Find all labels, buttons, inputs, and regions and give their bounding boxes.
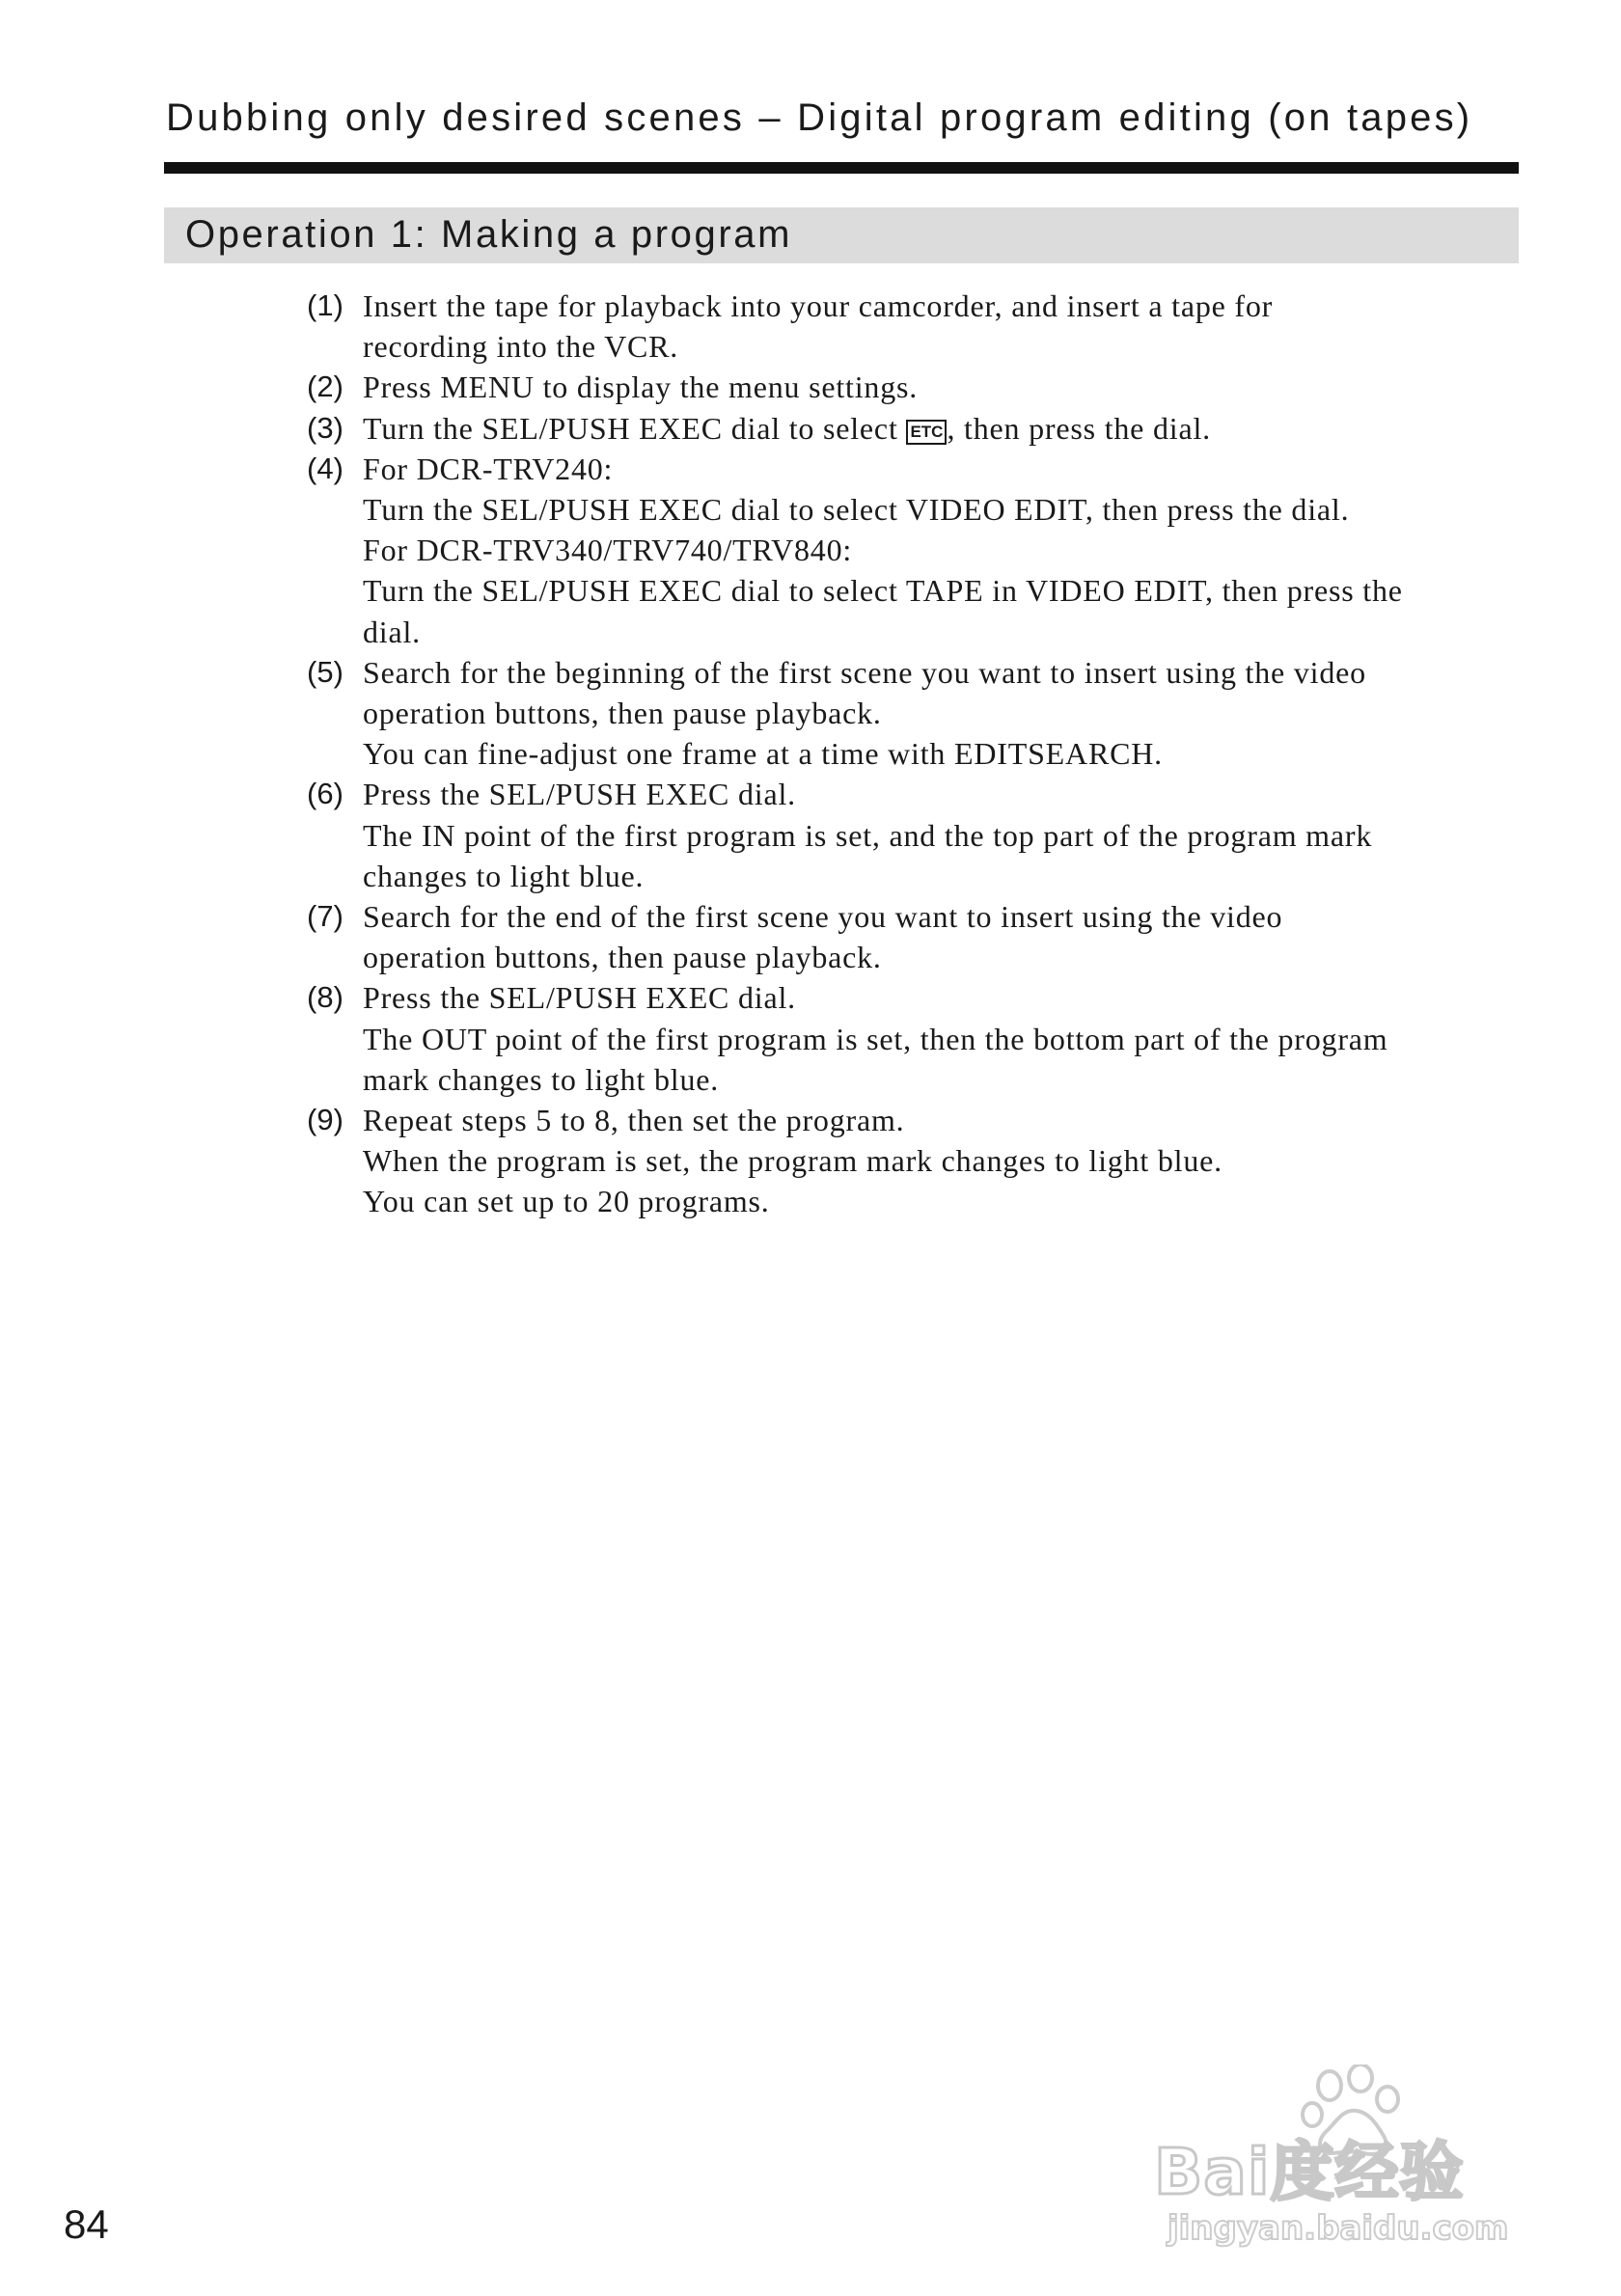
step-8 xyxy=(307,977,1523,1100)
section-heading-bar xyxy=(164,207,1519,263)
watermark-brand: Bai度经验 xyxy=(1154,2135,1465,2209)
step-text-line: When the program is set, the program mark changes to light blue. xyxy=(363,1143,1223,1179)
step-text-after-icon: , then press the dial. xyxy=(947,410,1211,446)
step-1 xyxy=(307,286,1523,367)
step-text-line: Search for the beginning of the first scene you want to insert using the video xyxy=(363,654,1366,690)
step-2 xyxy=(307,367,1523,407)
step-text-line: Repeat steps 5 to 8, then set the program. xyxy=(363,1103,905,1138)
step-number: (6) xyxy=(307,777,343,811)
step-text-line: The OUT point of the first program is set, then the bottom part of the program xyxy=(363,1021,1388,1056)
step-text-line: You can set up to 20 programs. xyxy=(363,1184,770,1219)
step-text-line: Turn the SEL/PUSH EXEC dial to select TAPE in VIDEO EDIT, then press the xyxy=(363,573,1403,609)
step-text-line: The IN point of the first program is set, and the top part of the program mark xyxy=(363,817,1373,853)
step-text-line: Turn the SEL/PUSH EXEC dial to select VIDEO EDIT, then press the dial. xyxy=(363,492,1350,528)
step-3 xyxy=(307,408,1523,449)
step-text-line xyxy=(363,408,1523,449)
step-number: (3) xyxy=(307,410,343,445)
step-text-line: Press MENU to display the menu settings. xyxy=(363,369,919,405)
step-text-line: For DCR-TRV240: xyxy=(363,451,614,486)
step-text-line: changes to light blue. xyxy=(363,858,645,893)
header-rule xyxy=(164,162,1519,174)
step-text-before-icon: Turn the SEL/PUSH EXEC dial to select xyxy=(363,410,907,446)
step-text-line: operation buttons, then pause playback. xyxy=(363,696,882,731)
step-number: (9) xyxy=(307,1103,343,1137)
step-4 xyxy=(307,449,1523,652)
step-9 xyxy=(307,1100,1523,1222)
step-text-line: You can fine-adjust one frame at a time with EDITSEARCH. xyxy=(363,736,1163,772)
step-7 xyxy=(307,896,1523,977)
section-title: Operation 1: Making a program xyxy=(185,213,793,256)
step-text-line: dial. xyxy=(363,614,421,649)
step-6 xyxy=(307,774,1523,896)
watermark-url: jingyan.baidu.com xyxy=(1168,2209,1509,2248)
step-text-line: Press the SEL/PUSH EXEC dial. xyxy=(363,777,796,812)
baidu-jingyan-watermark xyxy=(1154,2064,1540,2257)
step-number: (7) xyxy=(307,899,343,934)
page-number: 84 xyxy=(64,2201,109,2247)
step-number: (4) xyxy=(307,451,343,485)
step-text-line: Insert the tape for playback into your camcorder, and insert a tape for xyxy=(363,288,1274,323)
step-number: (5) xyxy=(307,654,343,689)
step-number: (2) xyxy=(307,369,343,404)
step-number: (1) xyxy=(307,288,343,322)
step-text-line: Press the SEL/PUSH EXEC dial. xyxy=(363,980,796,1016)
step-text-line: operation buttons, then pause playback. xyxy=(363,940,882,975)
step-text-line: mark changes to light blue. xyxy=(363,1061,720,1097)
steps-list xyxy=(307,286,1523,1222)
page-header-title: Dubbing only desired scenes – Digital program editing (on tapes) xyxy=(166,96,1473,139)
etc-menu-icon: ETC xyxy=(906,420,947,445)
step-text-line: Search for the end of the first scene you want to insert using the video xyxy=(363,899,1283,935)
step-5 xyxy=(307,652,1523,775)
step-number: (8) xyxy=(307,980,343,1015)
step-text-line: For DCR-TRV340/TRV740/TRV840: xyxy=(363,533,853,568)
step-text-line: recording into the VCR. xyxy=(363,329,679,365)
